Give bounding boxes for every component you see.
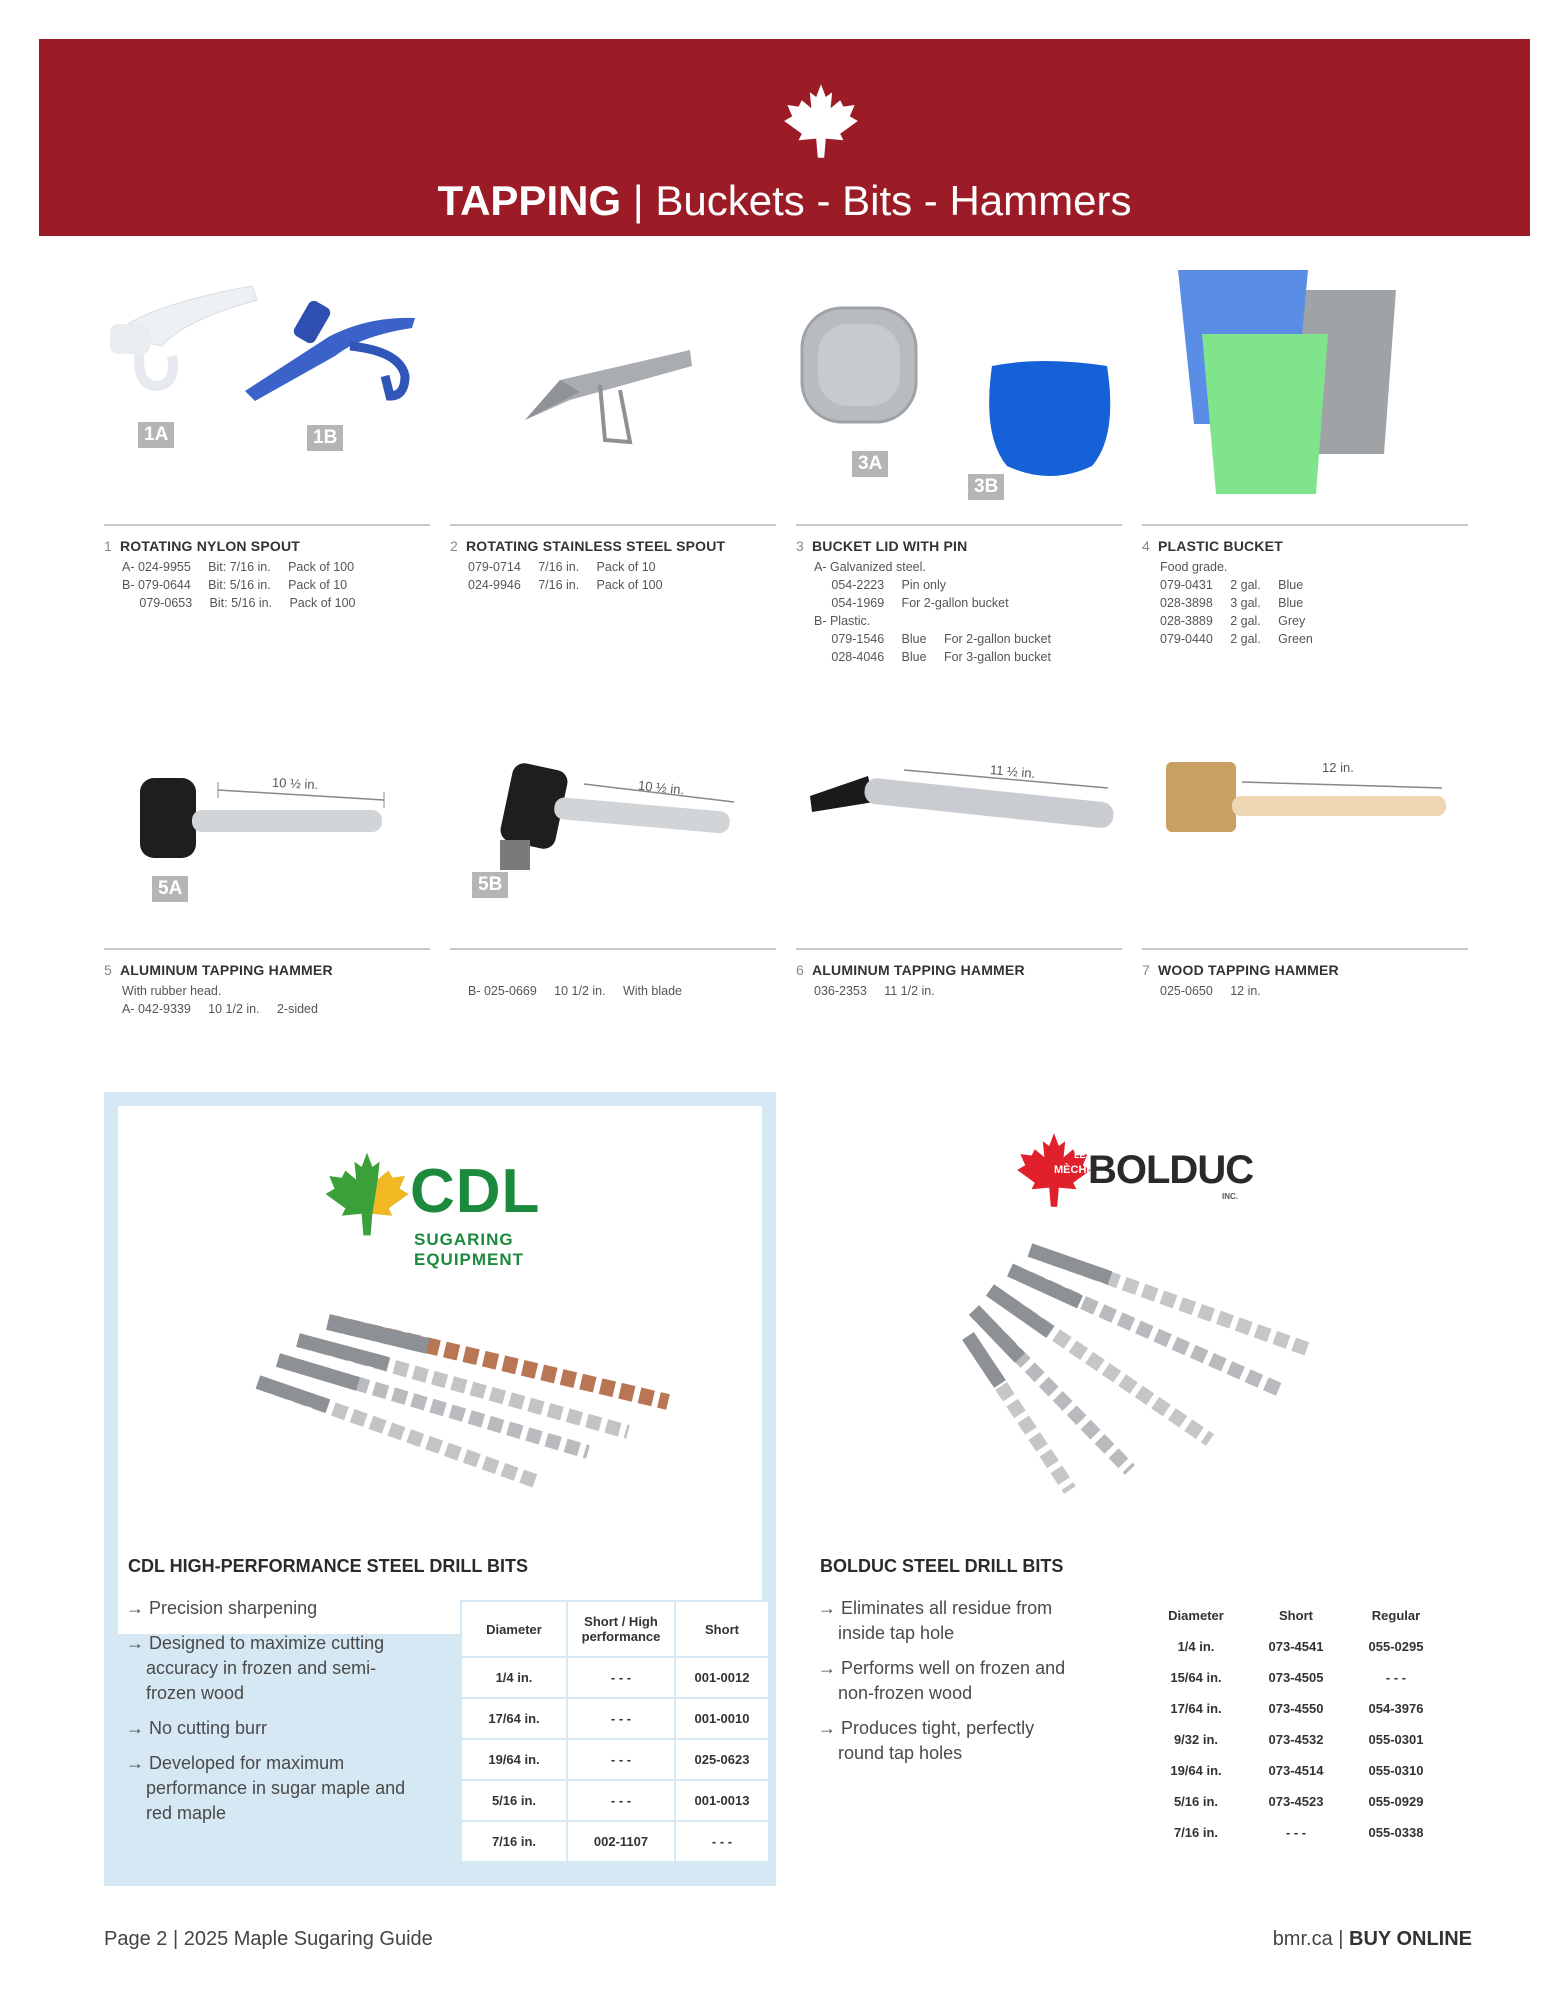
- item-aluminum-hammer-5b: B- 025-0669 10 1/2 in. With blade: [450, 948, 776, 1000]
- cdl-drill-bits-image: [188, 1302, 688, 1502]
- tag-3b: 3B: [968, 474, 1004, 500]
- cdl-bullets: [126, 1596, 406, 1836]
- table-row: 1/4 in. - - - 001-0012: [461, 1657, 769, 1698]
- table-header: Diameter: [461, 1601, 567, 1657]
- stainless-spout-image: [520, 330, 700, 450]
- tag-5b: 5B: [472, 872, 508, 898]
- page-title: TAPPING | Buckets - Bits - Hammers: [437, 177, 1132, 224]
- plastic-lid-image: [982, 356, 1118, 486]
- item-aluminum-hammer-6: 6 ALUMINUM TAPPING HAMMER 036-2353 11 1/2 in.: [796, 948, 1122, 1000]
- nylon-spout-white-image: [102, 276, 262, 396]
- tag-3a: 3A: [852, 451, 888, 477]
- item-plastic-bucket: 4 PLASTIC BUCKET Food grade. 079-0431 2 gal. Blue 028-3898 3 gal. Blue 028-3889 2 gal. Grey 079-0440 2 gal. Green: [1142, 524, 1468, 648]
- dimension-5a: 10 ½ in.: [271, 774, 319, 793]
- cdl-section-title: CDL HIGH-PERFORMANCE STEEL DRILL BITS: [128, 1556, 529, 1576]
- cdl-bullet: → No cutting burr: [126, 1718, 268, 1738]
- bolduc-bullet: → Eliminates all residue from inside tap hole: [818, 1598, 1053, 1643]
- table-row: 19/64 in. - - - 025-0623: [461, 1739, 769, 1780]
- bolduc-spec-table: [1146, 1600, 1446, 1848]
- bolduc-section-title: BOLDUC STEEL DRILL BITS: [820, 1556, 1064, 1576]
- item-aluminum-hammer-5: 5 ALUMINUM TAPPING HAMMER With rubber head. A- 042-9339 10 1/2 in. 2-sided: [104, 948, 430, 1018]
- table-row: 19/64 in. 073-4514 055-0310: [1170, 1763, 1424, 1778]
- bolduc-logo-text: BOLDUC: [1088, 1148, 1254, 1192]
- table-row: 7/16 in. 002-1107 - - -: [461, 1821, 769, 1862]
- maple-leaf-icon: [781, 81, 861, 161]
- plastic-buckets-image: [1176, 264, 1416, 499]
- tag-5a: 5A: [152, 876, 188, 902]
- table-row: 17/64 in. - - - 001-0010: [461, 1698, 769, 1739]
- bolduc-logo-inc: INC.: [1222, 1192, 1238, 1201]
- dimension-5b: 10 ½ in.: [637, 777, 685, 798]
- cdl-bullet: → Precision sharpening: [126, 1598, 318, 1618]
- tag-1a: 1A: [138, 422, 174, 448]
- table-header: Regular: [1371, 1608, 1421, 1623]
- cdl-image-panel: [118, 1106, 762, 1634]
- cdl-maple-leaf-icon: [322, 1144, 412, 1244]
- table-header: Short: [675, 1601, 769, 1657]
- cdl-spec-table: [460, 1600, 770, 1863]
- bolduc-bullet: → Produces tight, perfectly round tap holes: [818, 1718, 1035, 1763]
- table-row: 17/64 in. 073-4550 054-3976: [1170, 1701, 1424, 1716]
- footer-page-info: Page 2 | 2025 Maple Sugaring Guide: [104, 1928, 433, 1950]
- hammer-5b-image: [498, 760, 738, 880]
- table-row: 1/4 in. 073-4541 055-0295: [1177, 1639, 1424, 1654]
- bolduc-bullets: [818, 1596, 1078, 1776]
- dimension-7: 12 in.: [1322, 760, 1354, 775]
- table-header: Short: [1279, 1608, 1313, 1623]
- cdl-logo-sub1: SUGARING: [414, 1230, 514, 1249]
- cdl-logo-text: CDL: [410, 1157, 541, 1226]
- dimension-6: 11 ½ in.: [989, 762, 1036, 781]
- bolduc-logo-small: LES: [1074, 1150, 1092, 1160]
- cdl-logo-sub2: EQUIPMENT: [414, 1250, 525, 1269]
- table-row: 7/16 in. - - - 055-0338: [1173, 1825, 1424, 1840]
- table-header: Diameter: [1168, 1608, 1224, 1623]
- table-row: 9/32 in. 073-4532 055-0301: [1173, 1732, 1424, 1747]
- nylon-spout-blue-image: [240, 296, 420, 406]
- buy-online-link[interactable]: BUY ONLINE: [1349, 1928, 1472, 1950]
- item-rotating-nylon-spout: 1 ROTATING NYLON SPOUT A- 024-9955 Bit: 7/16 in. Pack of 100 B- 079-0644 Bit: 5/16 in. Pack of 10 079-0653 Bit: 5/16 in. Pack of 100: [104, 524, 430, 612]
- hammer-7-image: [1164, 756, 1454, 856]
- item-bucket-lid: 3 BUCKET LID WITH PIN A- Galvanized steel. 054-2223 Pin only 054-1969 For 2-gallon bucket B- Plastic. 079-1546 Blue For 2-gallon bucket 028-4046 Blue For 3-gallon bucket: [796, 524, 1122, 666]
- item-wood-hammer-7: 7 WOOD TAPPING HAMMER 025-0650 12 in.: [1142, 948, 1468, 1000]
- bolduc-bullet: → Performs well on frozen and non-frozen wood: [818, 1658, 1066, 1703]
- table-row: 15/64 in. 073-4505 - - -: [1170, 1670, 1407, 1685]
- table-row: 5/16 in. - - - 001-0013: [461, 1780, 769, 1821]
- cdl-bullet: → Designed to maximize cutting accuracy in frozen and semi-frozen wood: [126, 1633, 385, 1703]
- site-link[interactable]: bmr.ca |: [1272, 1928, 1350, 1950]
- table-header: Short / High performance: [567, 1601, 675, 1657]
- tag-1b: 1B: [307, 425, 343, 451]
- galvanized-lid-image: [794, 300, 924, 430]
- table-row: 5/16 in. 073-4523 055-0929: [1173, 1794, 1424, 1809]
- hammer-5a-image: [136, 770, 396, 870]
- item-stainless-spout: 2 ROTATING STAINLESS STEEL SPOUT 079-0714 7/16 in. Pack of 10 024-9946 7/16 in. Pack of 100: [450, 524, 776, 594]
- bolduc-logo-meches: MÈCHES: [1054, 1164, 1102, 1176]
- header-banner: [39, 39, 1530, 236]
- hammer-6-image: [808, 756, 1118, 856]
- cdl-bullet: → Developed for maximum performance in sugar maple and red maple: [126, 1753, 406, 1823]
- footer-site: [1273, 1928, 1472, 1951]
- bolduc-drill-bits-image: [960, 1240, 1320, 1500]
